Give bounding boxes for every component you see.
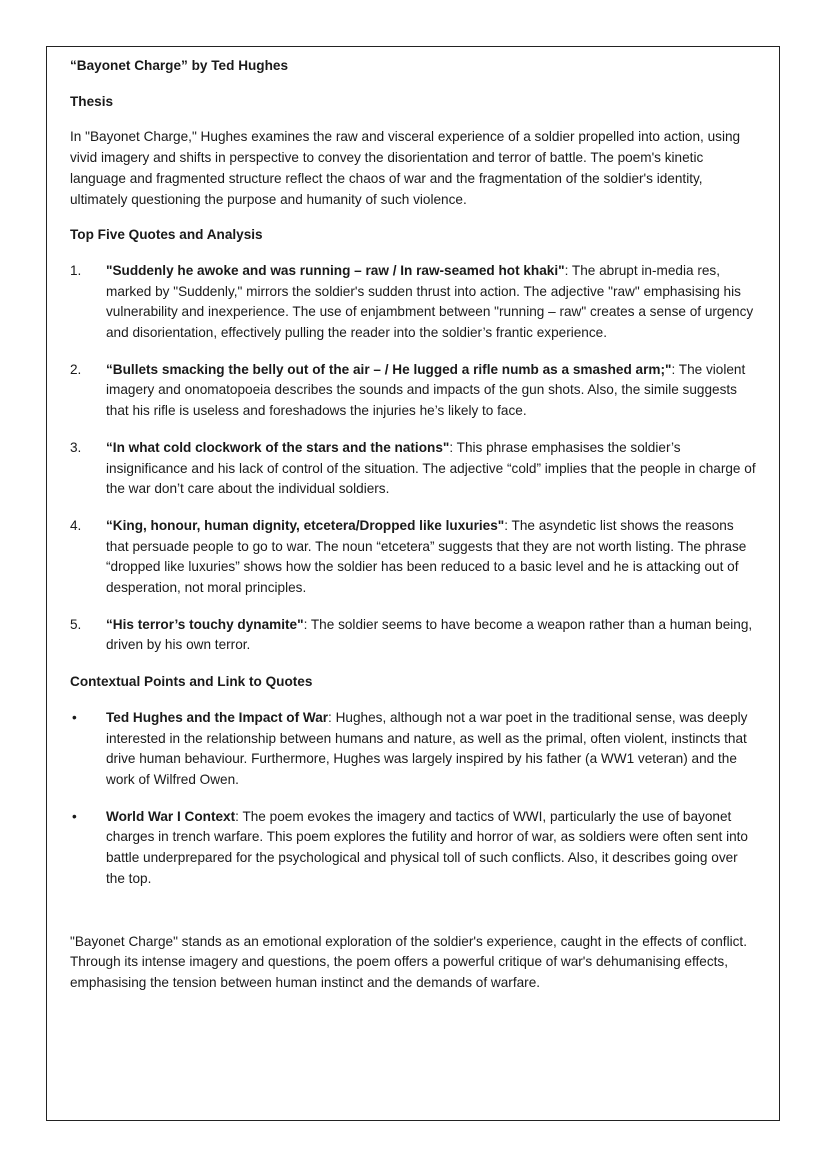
bullet-marker: • (72, 709, 77, 725)
context-text: : The poem evokes the imagery and tactics of WWI, particularly the use of bayonet charges in trench warfare. This poem explores the futility and horror of war, as soldiers were often sent into battle underprepared for the psychological and physical toll of such conflicts. Also, it describes going over the top. (106, 808, 748, 886)
document-body (70, 56, 760, 994)
quote-text: “His terror’s touchy dynamite" (106, 616, 304, 632)
quotes-heading: Top Five Quotes and Analysis (70, 227, 263, 243)
context-item-1 (70, 708, 760, 791)
quote-text: “In what cold clockwork of the stars and the nations" (106, 439, 450, 455)
context-item-2 (70, 807, 760, 890)
quote-number: 1. (70, 262, 82, 278)
context-label: Ted Hughes and the Impact of War (106, 709, 329, 725)
thesis-paragraph: In "Bayonet Charge," Hughes examines the raw and visceral experience of a soldier propelled into action, using vivid imagery and shifts in perspective to convey the disorientation and terror of battle. The poem's kinetic language and fragmented structure reflect the chaos of war and the fragmentation of the soldier's identity, ultimately questioning the purpose and humanity of such violence. (70, 129, 741, 207)
quote-text: "Suddenly he awoke and was running – raw / In raw-seamed hot khaki" (106, 262, 565, 278)
context-list (70, 708, 760, 890)
document-title: “Bayonet Charge” by Ted Hughes (70, 58, 289, 73)
bullet-marker: • (72, 808, 77, 824)
quote-item-4 (70, 516, 760, 599)
context-label: World War I Context (106, 808, 236, 824)
quote-text: “King, honour, human dignity, etcetera/Dropped like luxuries" (106, 517, 505, 533)
quote-number: 2. (70, 361, 82, 377)
quote-analysis: : The asyndetic list shows the reasons that persuade people to go to war. The noun “etcetera” suggests that they are not worth listing. The phrase “dropped like luxuries” shows how the soldier has been reduced to a basic level and he is attacking out of desperation, not moral principles. (106, 517, 747, 596)
quote-item-5 (70, 615, 760, 656)
quote-item-3 (70, 438, 760, 500)
quote-text: “Bullets smacking the belly out of the air – / He lugged a rifle numb as a smashed arm;" (106, 361, 672, 377)
context-text: : Hughes, although not a war poet in the traditional sense, was deeply interested in the relationship between humans and nature, as well as the primal, often violent, instincts that drive human behaviour. Furthermore, Hughes was largely inspired by his father (a WW1 veteran) and the work of Wilfred Owen. (106, 709, 748, 787)
quote-item-2 (70, 360, 760, 422)
quote-number: 5. (70, 616, 82, 632)
thesis-heading: Thesis (70, 93, 114, 109)
quote-number: 3. (70, 439, 82, 455)
quote-analysis: : This phrase emphasises the soldier’s insignificance and his lack of control of the situation. The adjective “cold” implies that the people in charge of the war don’t care about the individual soldiers. (106, 439, 756, 497)
quote-analysis: : The soldier seems to have become a weapon rather than a human being, driven by his own terror. (106, 616, 753, 653)
quotes-list (70, 261, 760, 656)
quote-item-1 (70, 261, 760, 344)
quote-analysis: : The violent imagery and onomatopoeia describes the sounds and impacts of the gun shots. Also, the simile suggests that his rifle is useless and foreshadows the injuries he’s likely to face. (106, 361, 746, 419)
quote-number: 4. (70, 517, 82, 533)
quote-analysis: : The abrupt in-media res, marked by "Suddenly," mirrors the soldier's sudden thrust into action. The adjective "raw" emphasising his vulnerability and inexperience. The use of enjambment between "running – raw" creates a sense of urgency and disorientation, effectively pulling the reader into the soldier’s frantic experience. (106, 262, 754, 341)
conclusion-paragraph: "Bayonet Charge" stands as an emotional exploration of the soldier's experience, caught in the effects of conflict. Through its intense imagery and questions, the poem offers a powerful critique of war's dehumanising effects, emphasising the tension between human instinct and the demands of warfare. (70, 933, 747, 990)
context-heading: Contextual Points and Link to Quotes (70, 674, 313, 690)
